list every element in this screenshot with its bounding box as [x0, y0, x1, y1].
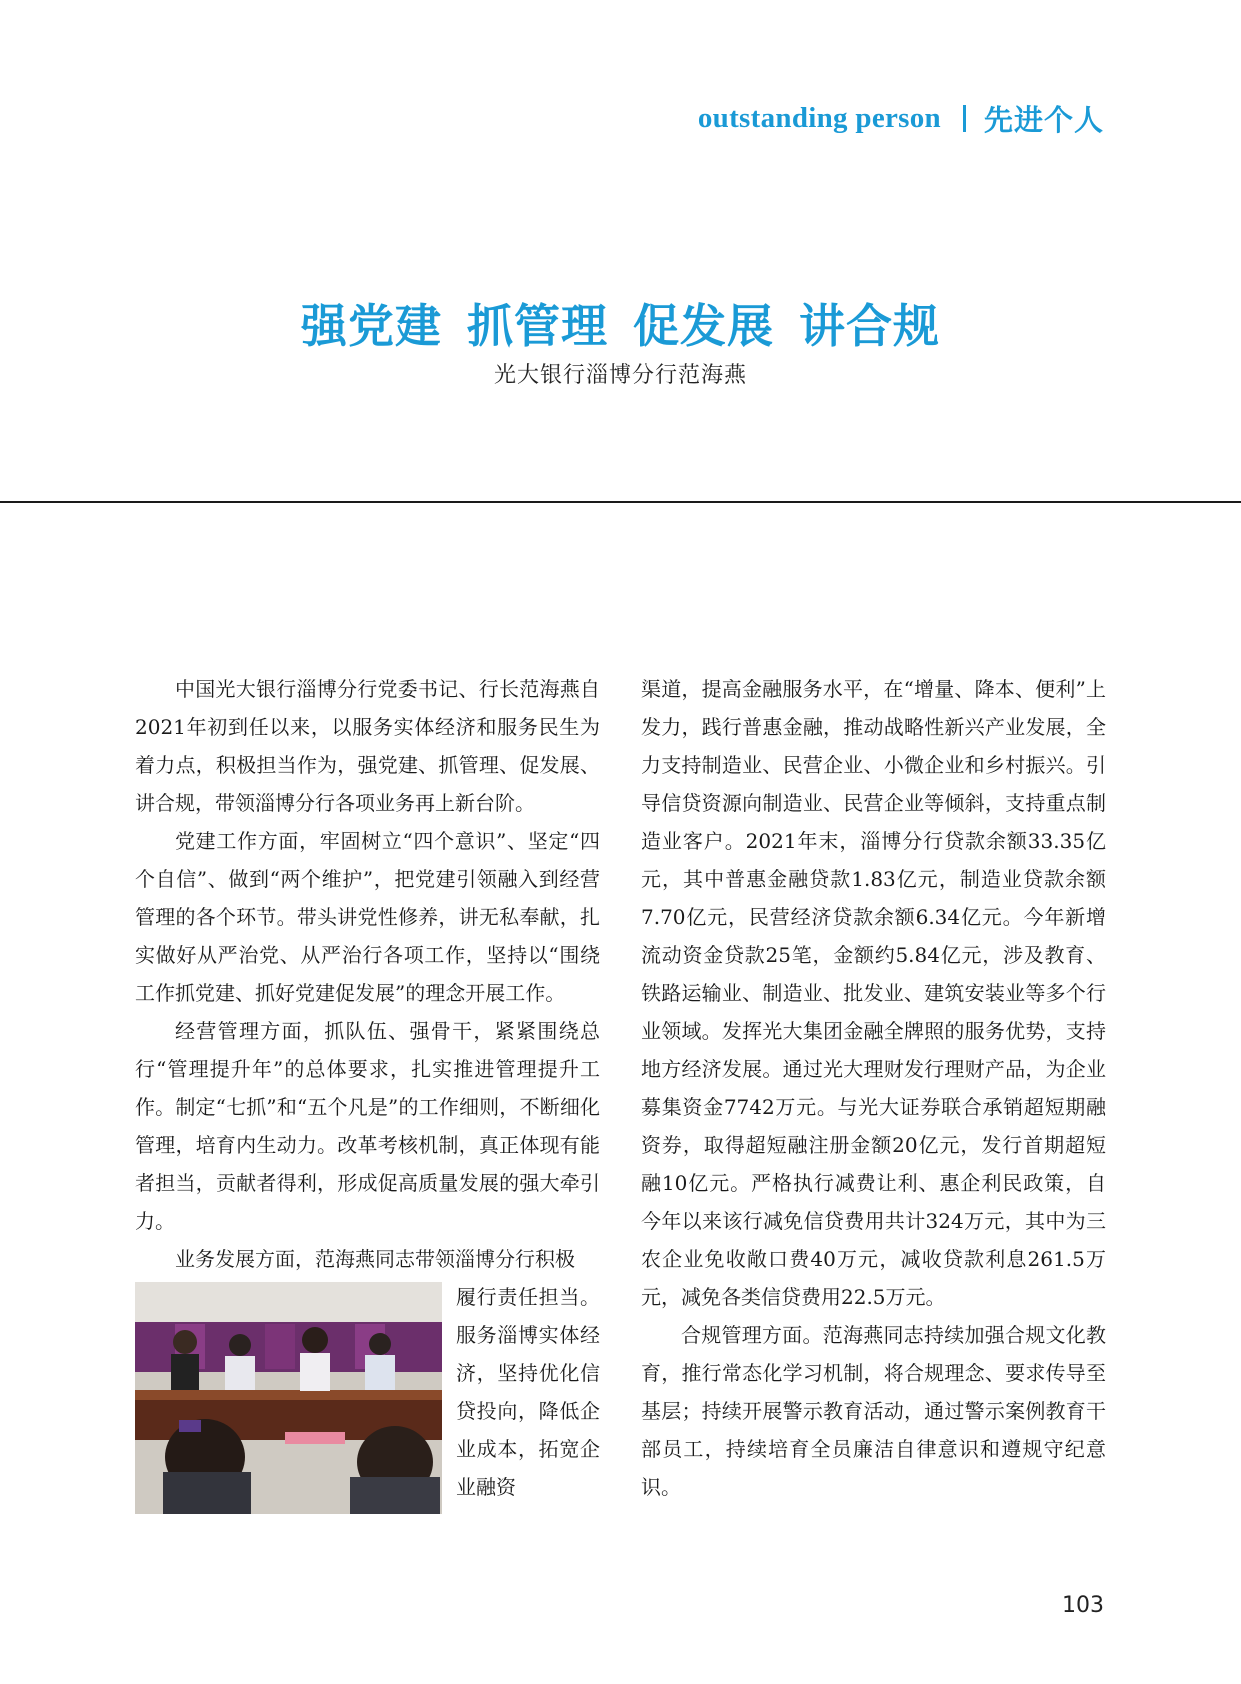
horizontal-rule: [0, 501, 1241, 503]
article-title: 强党建 抓管理 促发展 讲合规: [300, 299, 941, 353]
section-header-en: outstanding person: [697, 102, 941, 134]
section-header: [698, 98, 1104, 139]
section-header-cn: 先进个人: [983, 103, 1104, 137]
header-divider: [963, 105, 966, 132]
paragraph-business-lead: 业务发展方面，范海燕同志带领淄博分行积极: [175, 1247, 575, 1271]
paragraph-compliance: 合规管理方面。范海燕同志持续加强合规文化教育，推行常态化学习机制，将合规理念、要求传导至基层；持续开展警示教育活动，通过警示案例教育干部员工，持续培育全员廉洁自律意识和遵规守纪意识。: [641, 1323, 1106, 1499]
paragraph-business-continued: 渠道，提高金融服务水平，在“增量、降本、便利”上发力，践行普惠金融，推动战略性新兴产业发展，全力支持制造业、民营企业、小微企业和乡村振兴。引导信贷资源向制造业、民营企业等倾斜，支持重点制造业客户。2021年末，淄博分行贷款余额33.35亿元，其中普惠金融贷款1.83亿元，制造业贷款余额7.70亿元，民营经济贷款余额6.34亿元。今年新增流动资金贷款25笔，金额约5.84亿元，涉及教育、铁路运输业、制造业、批发业、建筑安装业等多个行业领域。发挥光大集团金融全牌照的服务优势，支持地方经济发展。通过光大理财发行理财产品，为企业募集资金7742万元。与光大证券联合承销超短期融资券，取得超短融注册金额20亿元，发行首期超短融10亿元。严格执行减费让利、惠企利民政策，自今年以来该行减免信贷费用共计324万元，其中为三农企业免收敞口费40万元，减收贷款利息261.5万元，减免各类信贷费用22.5万元。: [641, 677, 1106, 1309]
paragraph-intro: 中国光大银行淄博分行党委书记、行长范海燕自2021年初到任以来，以服务实体经济和服务民生为着力点，积极担当作为，强党建、抓管理、促发展、讲合规，带领淄博分行各项业务再上新台阶。: [135, 677, 600, 815]
right-column: [641, 670, 1106, 1506]
paragraph-business-tail: 履行责任担当。服务淄博实体经济，坚持优化信贷投向，降低企业成本，拓宽企业融资: [456, 1285, 600, 1499]
meeting-photo-illustration: [135, 1282, 442, 1514]
article-subtitle: 光大银行淄博分行范海燕: [493, 363, 747, 388]
page-number: 103: [1062, 1593, 1104, 1618]
paragraph-party-building: 党建工作方面，牢固树立“四个意识”、坚定“四个自信”、做到“两个维护”，把党建引领融入到经营管理的各个环节。带头讲党性修养，讲无私奉献，扎实做好从严治党、从严治行各项工作，坚持以“围绕工作抓党建、抓好党建促发展”的理念开展工作。: [135, 829, 600, 1005]
meeting-photo: [135, 1282, 442, 1514]
left-column: [135, 670, 600, 1514]
paragraph-management: 经营管理方面，抓队伍、强骨干，紧紧围绕总行“管理提升年”的总体要求，扎实推进管理提升工作。制定“七抓”和“五个凡是”的工作细则，不断细化管理，培育内生动力。改革考核机制，真正体现有能者担当，贡献者得利，形成促高质量发展的强大牵引力。: [135, 1019, 600, 1233]
